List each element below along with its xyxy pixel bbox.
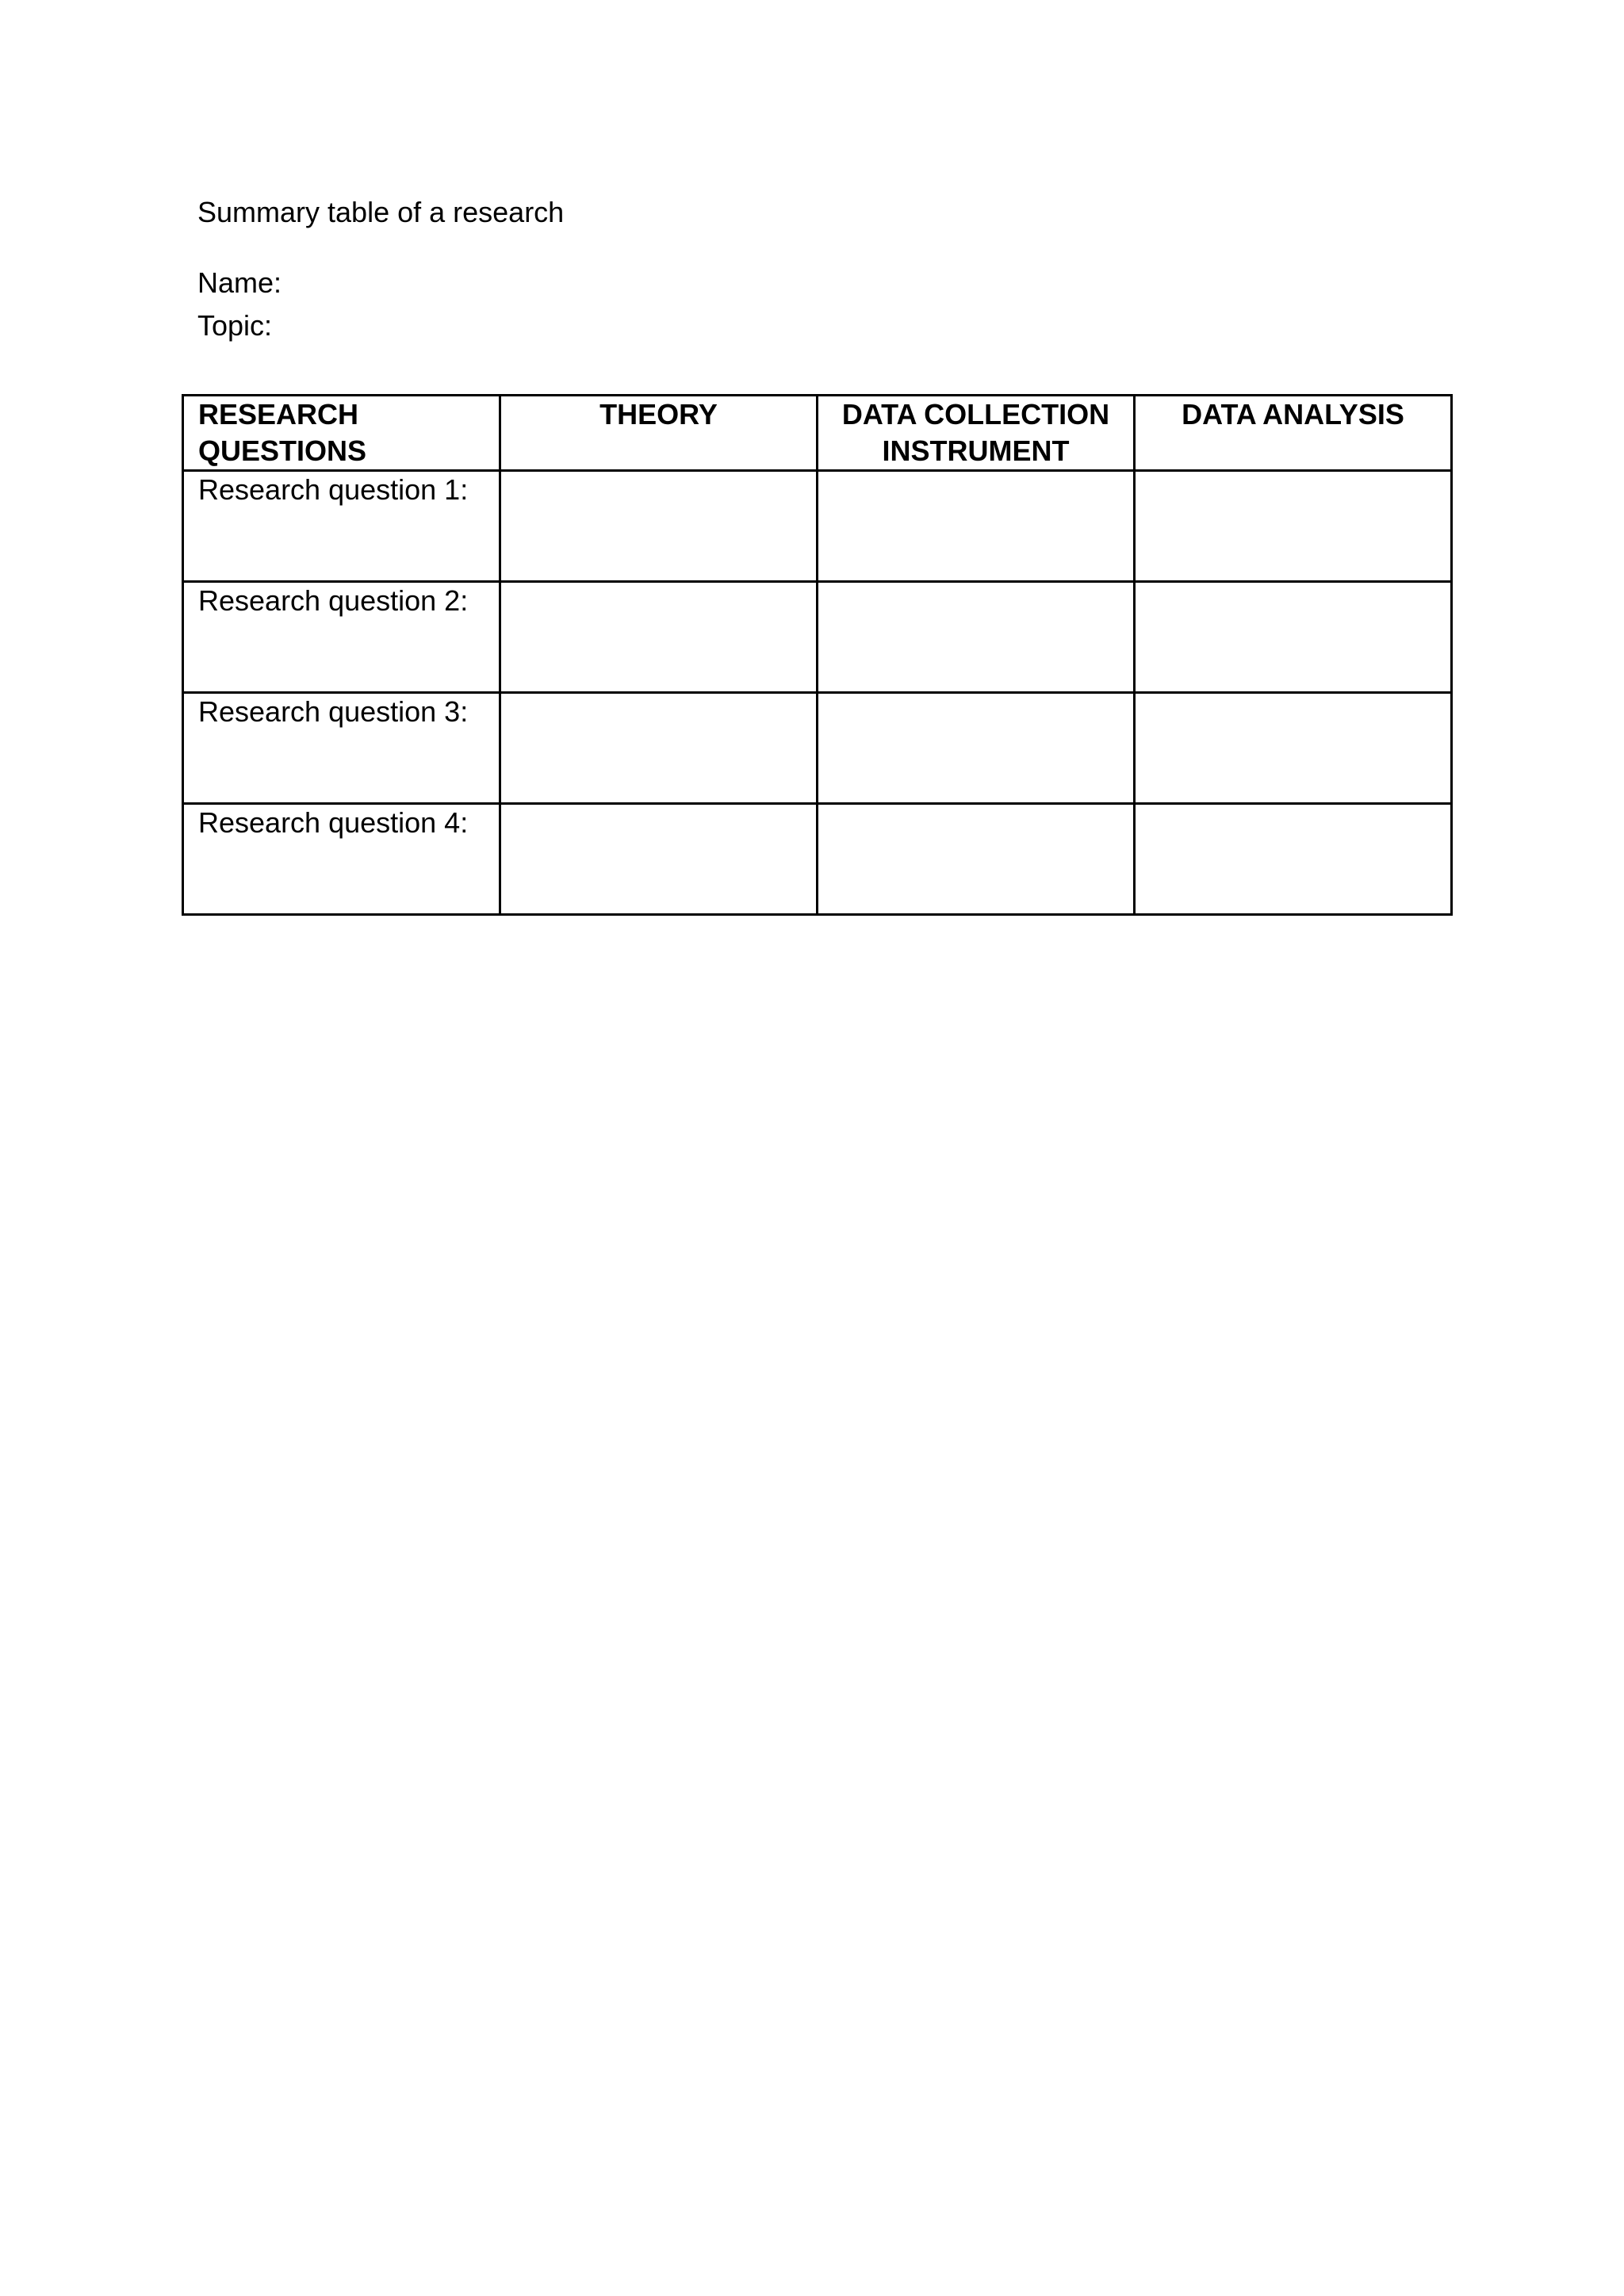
theory-cell[interactable] xyxy=(500,693,818,804)
table-row xyxy=(183,471,1452,582)
theory-cell[interactable] xyxy=(500,471,818,582)
row-label: Research question 1: xyxy=(183,471,500,582)
row-label: Research question 2: xyxy=(183,582,500,693)
header-data-analysis: DATA ANALYSIS xyxy=(1135,396,1452,471)
table-row xyxy=(183,804,1452,915)
header-research-questions: RESEARCH QUESTIONS xyxy=(183,396,500,471)
instrument-cell[interactable] xyxy=(818,471,1135,582)
table-row xyxy=(183,693,1452,804)
table-row xyxy=(183,582,1452,693)
analysis-cell[interactable] xyxy=(1135,471,1452,582)
instrument-cell[interactable] xyxy=(818,693,1135,804)
name-label: Name: xyxy=(197,266,282,299)
header-data-collection-instrument: DATA COLLECTION INSTRUMENT xyxy=(818,396,1135,471)
analysis-cell[interactable] xyxy=(1135,582,1452,693)
row-label: Research question 4: xyxy=(183,804,500,915)
document-title: Summary table of a research xyxy=(197,196,565,228)
table-header-row xyxy=(183,396,1452,471)
row-label: Research question 3: xyxy=(183,693,500,804)
research-summary-table xyxy=(182,394,1453,916)
topic-label: Topic: xyxy=(197,309,273,342)
instrument-cell[interactable] xyxy=(818,582,1135,693)
theory-cell[interactable] xyxy=(500,582,818,693)
theory-cell[interactable] xyxy=(500,804,818,915)
header-theory: THEORY xyxy=(500,396,818,471)
analysis-cell[interactable] xyxy=(1135,693,1452,804)
instrument-cell[interactable] xyxy=(818,804,1135,915)
analysis-cell[interactable] xyxy=(1135,804,1452,915)
